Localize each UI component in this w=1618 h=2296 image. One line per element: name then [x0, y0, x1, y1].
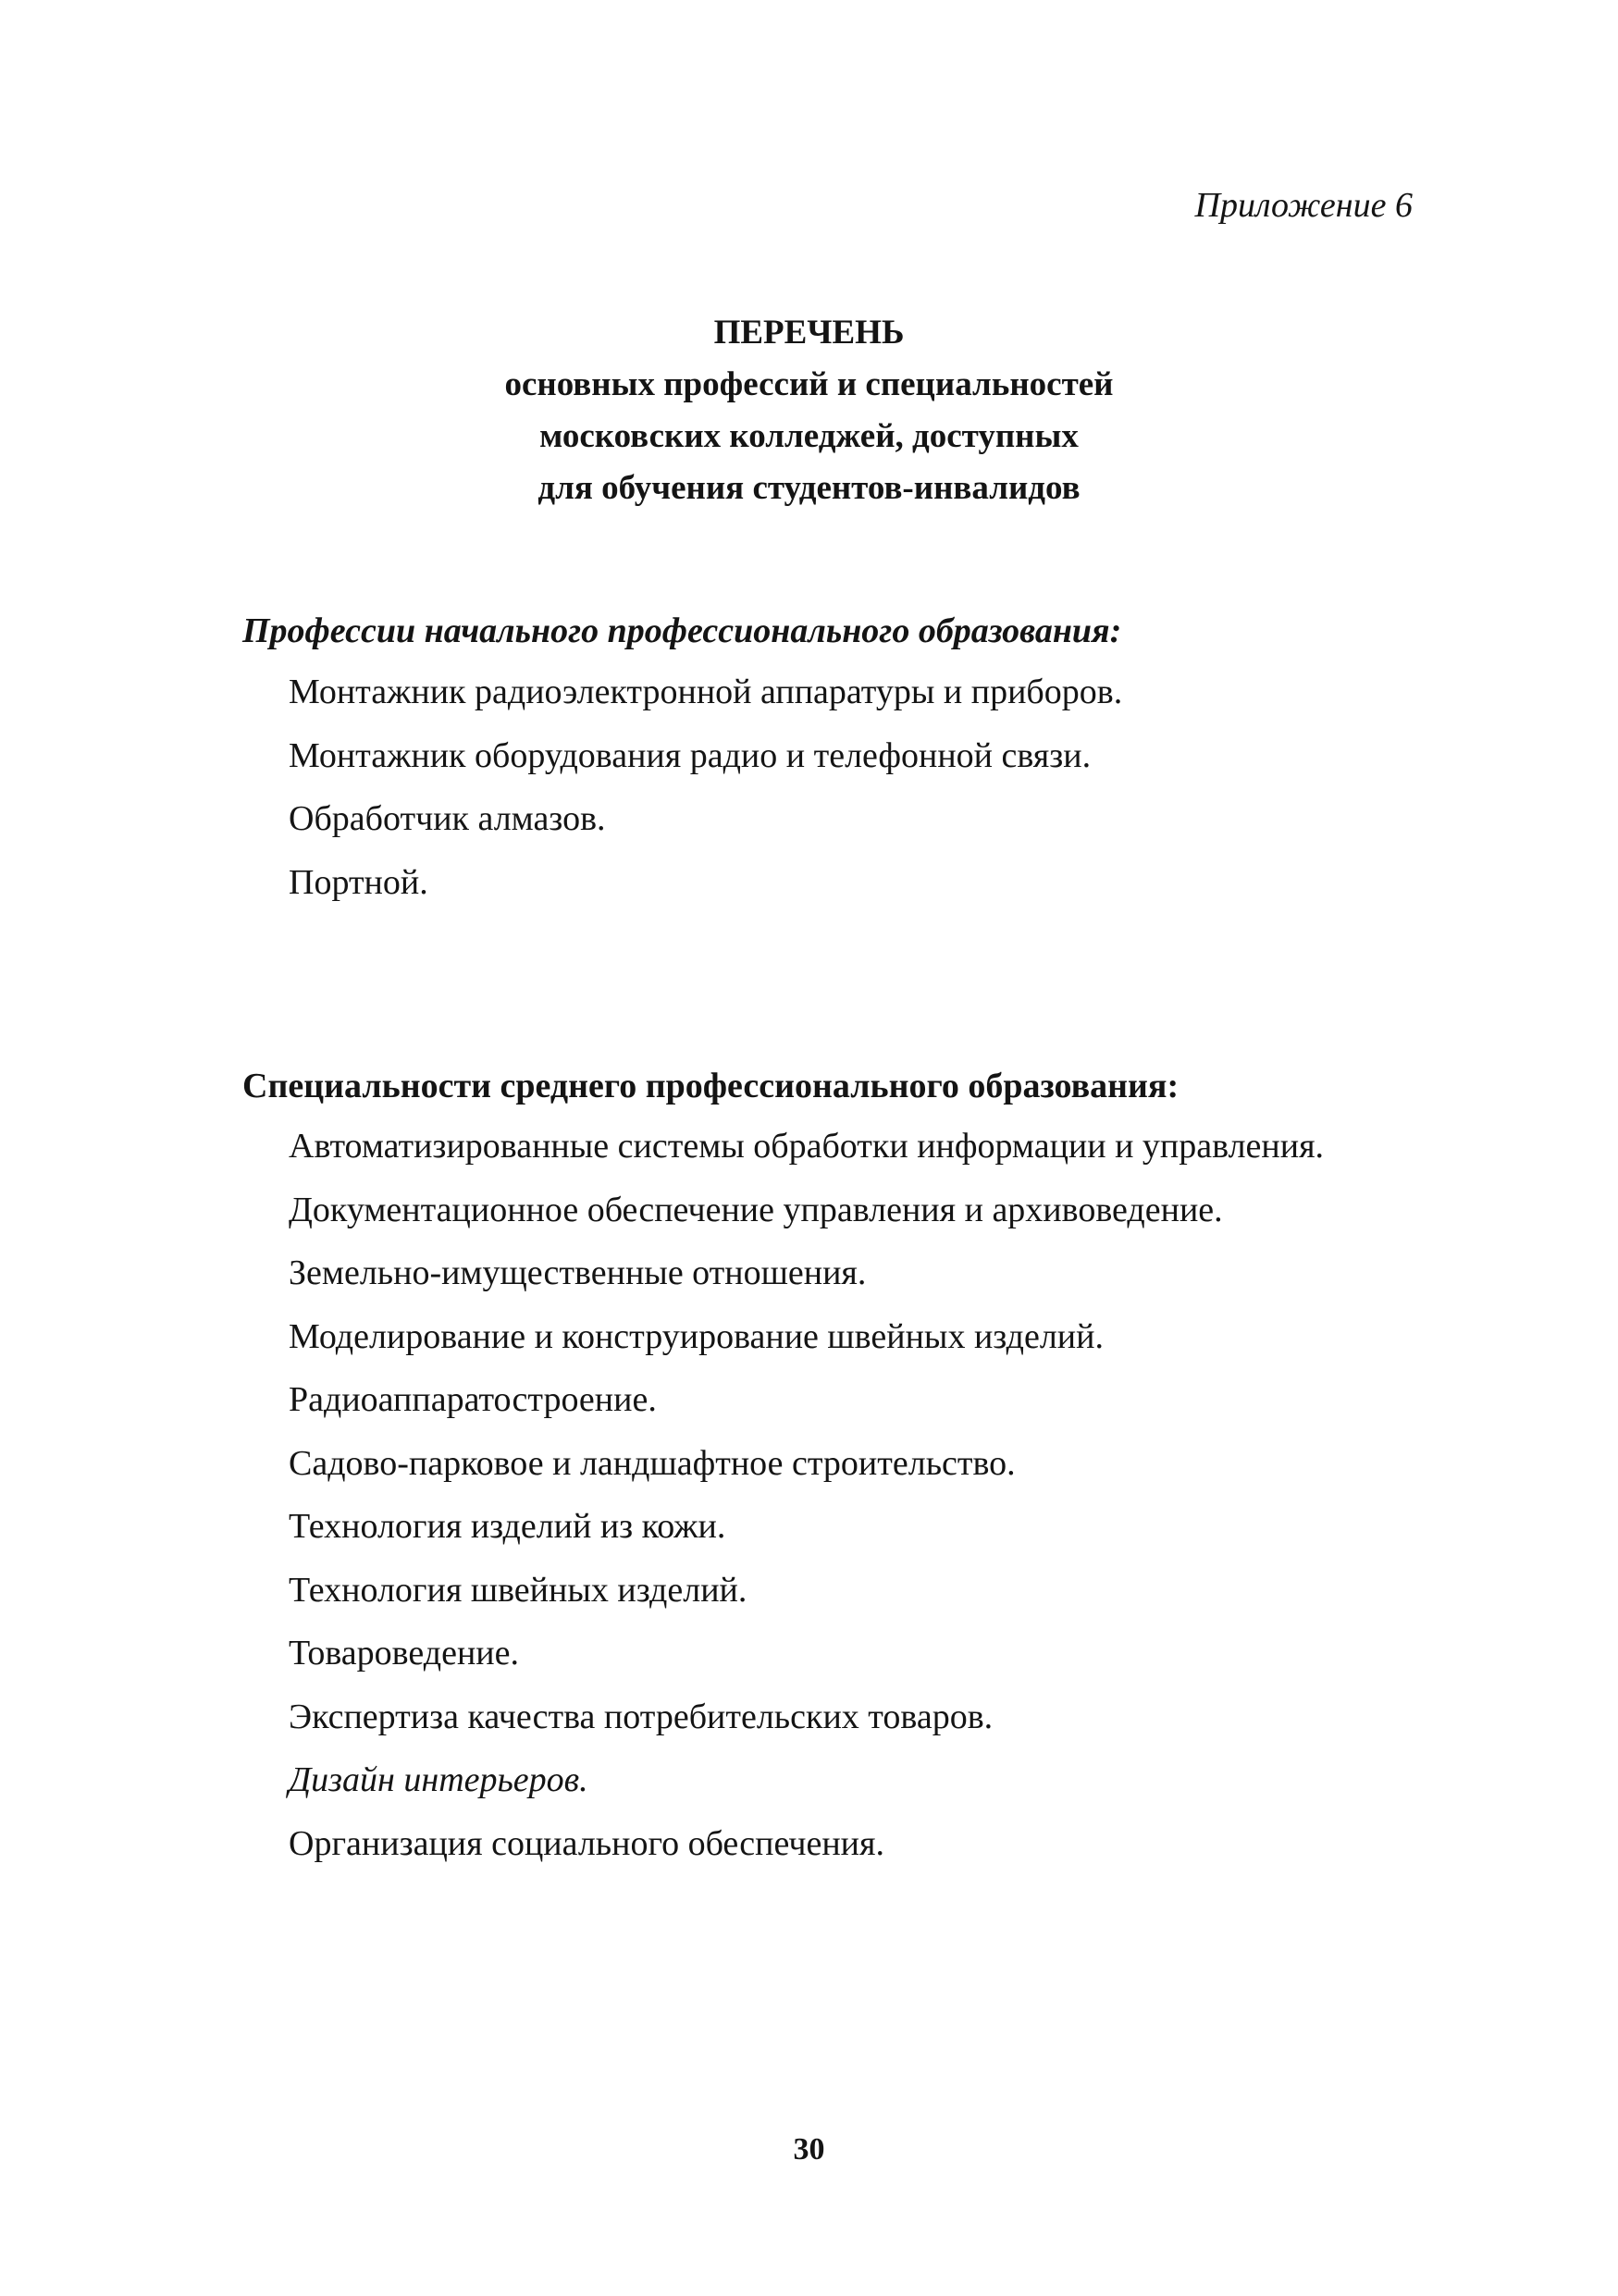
list-item: Дизайн интерьеров.: [289, 1760, 588, 1799]
list-item: Портной.: [289, 862, 428, 902]
list-item: Экспертиза качества потребительских товаров.: [289, 1697, 994, 1736]
list-item: Обработчик алмазов.: [289, 799, 606, 838]
list-item: Автоматизированные системы обработки информации и управления.: [289, 1127, 1325, 1166]
appendix-label: Приложение 6: [1194, 186, 1413, 225]
list-item: Организация социального обеспечения.: [289, 1823, 884, 1863]
list-item: Земельно-имущественные отношения.: [289, 1253, 867, 1292]
list-item: Монтажник оборудования радио и телефонной связи.: [289, 735, 1092, 775]
list-item: Садово-парковое и ландшафтное строительство.: [289, 1443, 1016, 1483]
list-item: Радиоаппаратостроение.: [289, 1380, 657, 1419]
secondary-specialties-list: [289, 1124, 1324, 1884]
page-number: 30: [793, 2132, 825, 2166]
list-item: Монтажник радиоэлектронной аппаратуры и приборов.: [289, 673, 1123, 711]
document-heading: [0, 307, 1618, 514]
list-item: Технология швейных изделий.: [289, 1570, 747, 1610]
section-title-primary: Профессии начального профессионального образования:: [242, 611, 1122, 650]
list-item: Моделирование и конструирование швейных изделий.: [289, 1316, 1104, 1356]
list-item: Документационное обеспечение управления и архивоведение.: [289, 1190, 1223, 1229]
subtitle-line: для обучения студентов-инвалидов: [537, 469, 1081, 507]
section-title-secondary: Специальности среднего профессионального образования:: [242, 1067, 1180, 1105]
subtitle-line: московских колледжей, доступных: [539, 417, 1079, 455]
list-item: Товароведение.: [289, 1634, 519, 1673]
subtitle-line: основных профессий и специальностей: [504, 365, 1114, 403]
primary-professions-list: [289, 670, 1122, 923]
list-item: Технология изделий из кожи.: [289, 1507, 726, 1546]
document-title: ПЕРЕЧЕНЬ: [713, 314, 905, 352]
